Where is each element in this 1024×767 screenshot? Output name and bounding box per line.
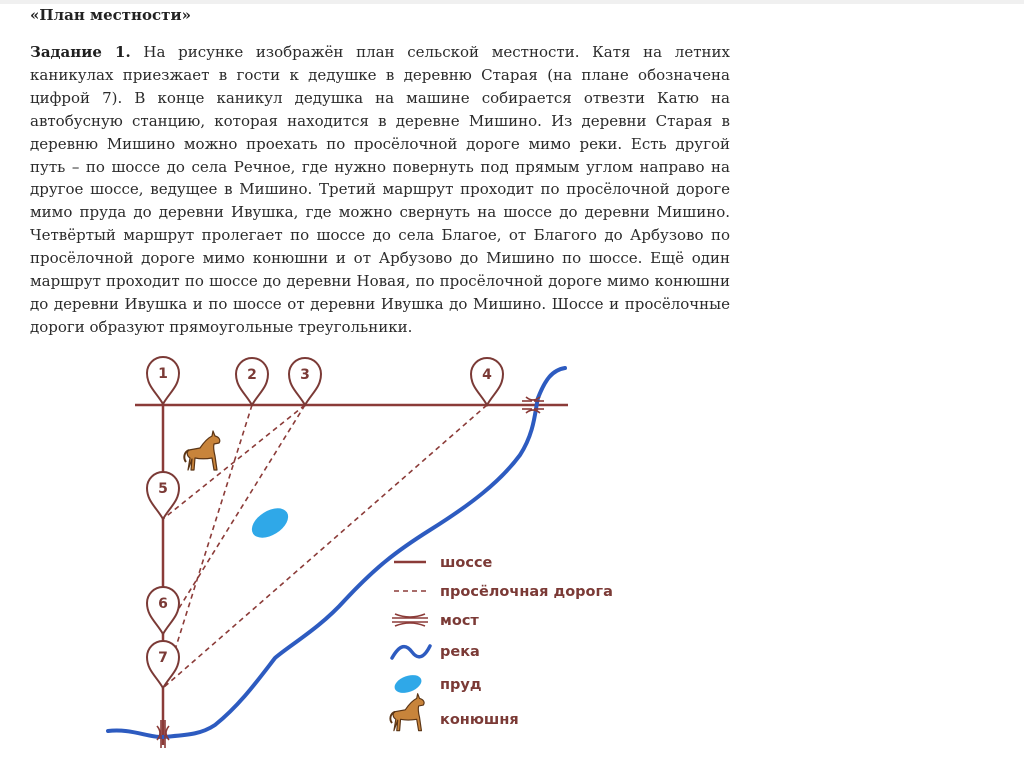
marker-4 <box>471 358 503 405</box>
marker-7 <box>147 641 179 688</box>
marker-label: 7 <box>158 650 168 666</box>
marker-2 <box>236 358 268 405</box>
horse-icon <box>184 431 219 470</box>
marker-label: 5 <box>158 481 168 497</box>
marker-1 <box>147 357 179 404</box>
marker-3 <box>289 358 321 405</box>
legend-river-swatch <box>392 646 430 658</box>
marker-label: 6 <box>158 596 168 612</box>
page-title: «План местности» <box>30 6 191 24</box>
legend-bridge-swatch <box>392 614 428 626</box>
legend-pond-swatch <box>392 672 424 697</box>
task-text: На рисунке изображён план сельской местности. Катя на летних каникулах приезжает в гости к дедушке в деревню Старая (на плане обозначена цифрой 7). В конце каникул дедушка на машине собирается отвезти Катю на автобусную станцию, которая находится в деревне Мишино. Из деревни Старая в деревню Мишино можно проехать по просёлочной дороге мимо реки. Есть другой путь – по шоссе до села Речное, где нужно повернуть под прямым углом направо на другое шоссе, ведущее в Мишино. Третий маршрут проходит по просёлочной дороге мимо пруда до деревни Ивушка, где можно свернуть на шоссе до деревни Мишино. Четвёртый маршрут пролегает по шоссе до села Благое, от Благого до Арбузово по просёлочной дороге мимо конюшни и от Арбузово до Мишино по шоссе. Ещё один маршрут проходит по шоссе до деревни Новая, по просёлочной дороге мимо конюшни до деревни Ивушка и по шоссе от деревни Ивушка до Мишино. Шоссе и просёлочные дороги образуют прямоугольные треугольники. <box>30 43 730 336</box>
legend-stable-swatch <box>390 694 424 731</box>
legend-highway: шоссе <box>440 555 493 571</box>
legend-dirt-road: просёлочная дорога <box>440 584 613 600</box>
marker-label: 3 <box>300 367 310 383</box>
legend-pond: пруд <box>440 677 482 693</box>
legend-stable: конюшня <box>440 712 519 728</box>
marker-6 <box>147 587 179 634</box>
map-legend <box>390 555 612 731</box>
legend-bridge: мост <box>440 613 479 629</box>
legend-river: река <box>440 644 480 660</box>
marker-label: 4 <box>482 367 492 383</box>
task-label: Задание 1. <box>30 43 131 61</box>
marker-5 <box>147 472 179 519</box>
pond <box>247 502 294 544</box>
marker-label: 1 <box>158 366 168 382</box>
marker-label: 2 <box>247 367 257 383</box>
river <box>108 368 565 737</box>
